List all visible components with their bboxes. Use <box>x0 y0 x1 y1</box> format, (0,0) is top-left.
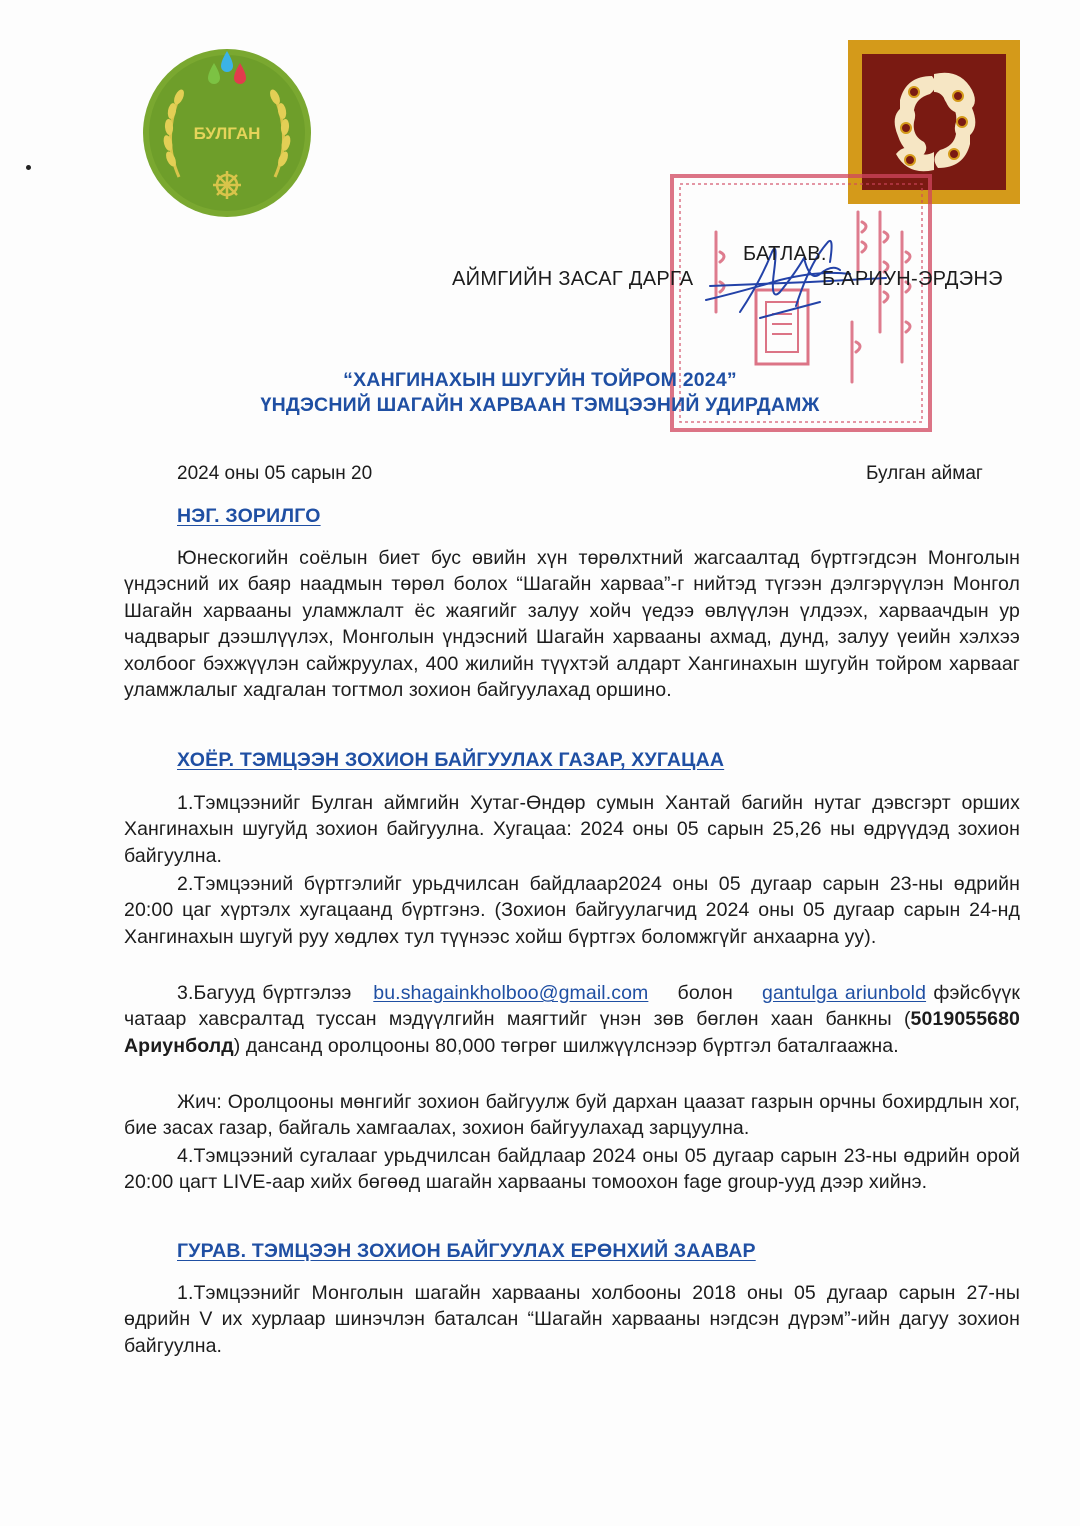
section-heading-instructions: ГУРАВ. ТЭМЦЭЭН ЗОХИОН БАЙГУУЛАХ ЕРӨНХИЙ ЗААВАР <box>177 1240 756 1262</box>
scan-dot <box>26 165 31 170</box>
document-title-line1: “ХАНГИНАХЫН ШУГУЙН ТОЙРОМ 2024” <box>343 369 737 391</box>
approval-word: БАТЛАВ. <box>743 243 827 265</box>
bulgan-emblem-icon <box>141 47 313 219</box>
email-link[interactable]: bu.shagainkholboo@gmail.com <box>373 982 649 1004</box>
section3-paragraph-1: 1.Тэмцээнийг Монголын шагайн харвааны холбооны 2018 оны 05 дугаар сарын 27-ны өдрийн V их хурлаар шинэчлэн баталсан “Шагайн харвааны нэгдсэн дүрэм”-ийн дагуу зохион байгуулна. <box>124 1282 1020 1357</box>
document-title <box>140 368 940 418</box>
facebook-link[interactable]: gantulga ariunbold <box>762 982 927 1004</box>
section2-note: Жич: Оролцооны мөнгийг зохион байгуулж буй дархан цаазат газрын орчны бохирдлын хог, бие засах газар, байгаль хамгаалах, зохион байгуулахад зарцуулна. <box>124 1091 1020 1140</box>
section2-paragraph-2: 2.Тэмцээний бүртгэлийг урьдчилсан байдлаар2024 оны 05 дугаар сарын 23-ны өдрийн 20:00 цаг хүртэлх хугацаанд бүртгэнэ. (Зохион байгуулагчид 2024 оны 05 дугаар сарын 24-нд Хангинахын шугуй руу хөдлөх тул түүнээс хойш бүртгэх боломжгүйг анхаарна уу). <box>124 873 1020 948</box>
section-goal-paragraph: Юнескогийн соёлын биет бус өвийн хүн төрөлхтний жагсаалтад бүртгэгдсэн Монголын үндэсний их баяр наадмын төрөл болох “Шагайн харваа”-г нийтэд түгээн дэлгэрүүлэн Монгол Шагайн харвааны уламжлалт ёс жаягийг залуу хойч үедээ өвлүүлэн үлдээх, харваачдын ур чадварыг дээшлүүлэх, Монголын үндэсний Шагайн харвааны ахмад, дунд, залуу үеийн хэлхээ холбоог бэхжүүлэн сайжруулах, 400 жилийн түүхтэй алдарт Хангинахын шугуйн тойром харвааг уламжлалыг хадгалан тогтмол зохион байгуулахад оршино. <box>124 547 1020 702</box>
approver-name: Б.АРИУН-ЭРДЭНЭ <box>822 268 1003 290</box>
section2-paragraph-3 <box>124 980 1020 1059</box>
document-date: 2024 оны 05 сарын 20 <box>177 463 373 484</box>
registration-text-3: ) дансанд оролцооны 80,000 төгрөг шилжүүлснээр бүртгэл баталгаажна. <box>233 1034 899 1057</box>
registration-or: болон <box>677 982 733 1004</box>
document-title-line2: ҮНДЭСНИЙ ШАГАЙН ХАРВААН ТЭМЦЭЭНИЙ УДИРДАМЖ <box>260 394 820 416</box>
approver-title: АЙМГИЙН ЗАСАГ ДАРГА <box>452 268 694 290</box>
section2-paragraph-4: 4.Тэмцээний сугалааг урьдчилсан байдлаар 2024 оны 05 дугаар сарын 23-ны өдрийн орой 20:00 цагт LIVE-аар хийх бөгөөд шагайн харвааны томоохон fage group-ууд дээр хийнэ. <box>124 1145 1020 1194</box>
section2-paragraph-1: 1.Тэмцээнийг Булган аймгийн Хутаг-Өндөр сумын Хантай багийн нутаг дэвсгэрт орших Хангинахын шугуйд зохион байгуулна. Хугацаа: 2024 оны 05 сарын 25,26 ны өдрүүдэд зохион байгуулна. <box>124 792 1020 867</box>
registration-text-2: фэйсбүүк чатаар хавсралтад туссан мэдүүлгийн маягтийг үнэн зөв бөглөн хаан банкны ( <box>124 982 1020 1031</box>
section-heading-goal: НЭГ. ЗОРИЛГО <box>177 505 321 527</box>
section-heading-place-time: ХОЁР. ТЭМЦЭЭН ЗОХИОН БАЙГУУЛАХ ГАЗАР, ХУГАЦАА <box>177 749 725 771</box>
document-place: Булган аймаг <box>866 463 983 484</box>
registration-text: 3.Багууд бүртгэлээ <box>177 982 352 1004</box>
svg-text:БУЛГАН: БУЛГАН <box>193 124 261 143</box>
bank-account: 5019055680 Ариунболд <box>124 1008 1020 1057</box>
